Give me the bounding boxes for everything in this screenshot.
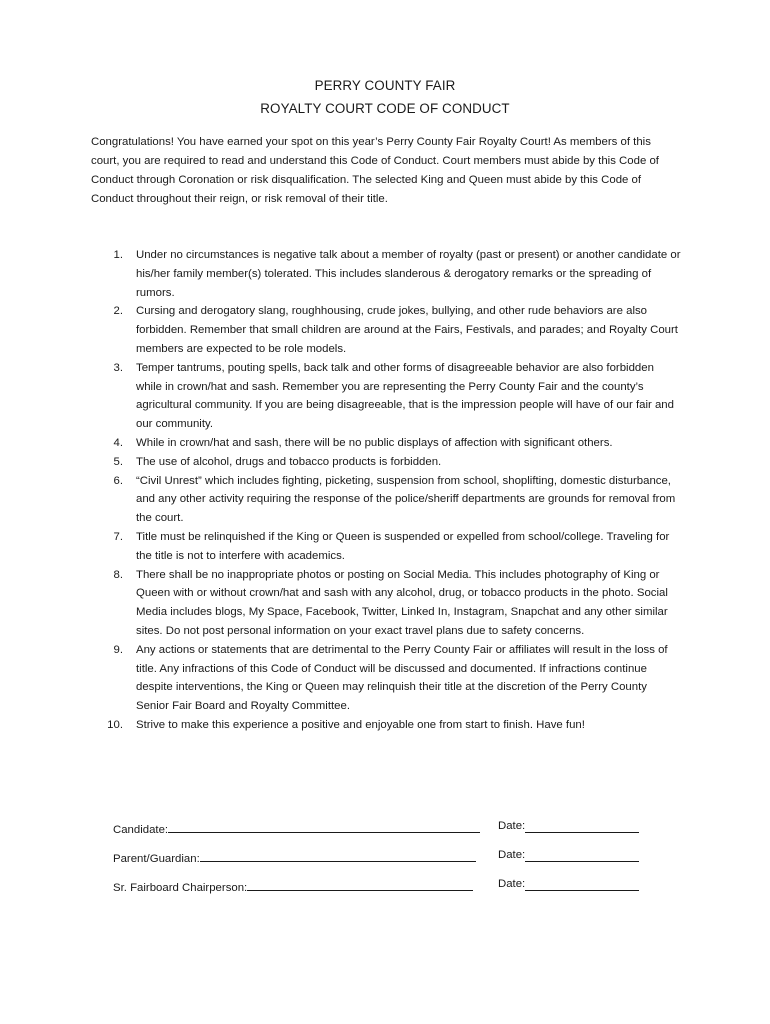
- rule-text: Temper tantrums, pouting spells, back talk and other forms of disagreeable behavior are also forbidden while in crown/hat and sash. Remember you are representing the Perry County Fair and the county’s agricultural community. If you are being disagreeable, that is the impression people will have of our fair and our community.: [136, 361, 674, 431]
- candidate-signature-line[interactable]: [168, 820, 480, 833]
- rule-number: 1.: [113, 249, 123, 261]
- date-label: Date:: [498, 820, 526, 832]
- candidate-date-line[interactable]: [525, 820, 639, 833]
- rule-text: “Civil Unrest” which includes fighting, picketing, suspension from school, shoplifting, domestic disturbance, and any other activity requiring the response of the police/sheriff departments are grounds for removal from the court.: [136, 474, 676, 525]
- document-title: PERRY COUNTY FAIR: [314, 78, 456, 93]
- rules-list: [91, 246, 681, 735]
- parent-signature-line[interactable]: [200, 849, 476, 862]
- rule-text: There shall be no inappropriate photos or posting on Social Media. This includes photography of King or Queen with or without crown/hat and sash with any alcohol, drug, or tobacco products in the photo. Social Media includes blogs, My Space, Facebook, Twitter, Linked In, Instagram, Snapchat and any other similar sites. Do not post personal information on your exact travel plans due to safety concerns.: [136, 568, 668, 637]
- rule-number: 10.: [107, 718, 123, 731]
- candidate-signature-row: [113, 820, 673, 836]
- intro-paragraph: Congratulations! You have earned your spot on this year’s Perry County Fair Royalty Court! As members of this court, you are required to read and understand this Code of Conduct. Court members must abide by this Code of Conduct through Coronation or risk disqualification. The selected King and Queen must abide by this Code of Conduct throughout their reign, or risk removal of their title.: [91, 136, 659, 205]
- rule-item: [91, 246, 681, 302]
- rule-text: Title must be relinquished if the King or Queen is suspended or expelled from school/college. Traveling for the title is not to interfere with academics.: [136, 530, 670, 562]
- candidate-label: Candidate:: [113, 824, 169, 836]
- parent-date-line[interactable]: [525, 849, 639, 862]
- parent-label: Parent/Guardian:: [113, 853, 200, 865]
- rule-number: 4.: [113, 436, 123, 449]
- chair-label: Sr. Fairboard Chairperson:: [113, 882, 248, 894]
- rule-text: Cursing and derogatory slang, roughhousing, crude jokes, bullying, and other rude behaviors are also forbidden. Remember that small children are around at the Fairs, Festivals, and parades; and Royalty Court members are expected to be role models.: [136, 305, 678, 355]
- rule-text: The use of alcohol, drugs and tobacco products is forbidden.: [136, 455, 442, 468]
- rule-item: [91, 716, 681, 735]
- date-label: Date:: [498, 878, 526, 890]
- rule-item: [91, 566, 681, 641]
- rule-item: [91, 359, 681, 434]
- rule-text: Any actions or statements that are detrimental to the Perry County Fair or affiliates will result in the loss of title. Any infractions of this Code of Conduct will be discussed and documented. If infractions continue despite interventions, the King or Queen may relinquish their title at the discretion of the Perry County Senior Fair Board and Royalty Committee.: [136, 643, 668, 713]
- rule-number: 9.: [113, 643, 123, 656]
- rule-item: [91, 453, 681, 472]
- rule-text: While in crown/hat and sash, there will be no public displays of affection with significant others.: [136, 436, 613, 449]
- parent-signature-row: [113, 849, 673, 865]
- chair-signature-line[interactable]: [247, 878, 473, 891]
- rule-number: 8.: [113, 568, 123, 581]
- rule-number: 3.: [113, 361, 123, 374]
- document-subtitle: ROYALTY COURT CODE OF CONDUCT: [260, 101, 510, 116]
- rule-item: [91, 472, 681, 528]
- rule-number: 5.: [113, 455, 123, 468]
- rule-number: 6.: [113, 474, 123, 487]
- rule-item: [91, 302, 681, 358]
- rule-item: [91, 528, 681, 566]
- chair-signature-row: [113, 878, 673, 894]
- rule-number: 2.: [113, 305, 123, 318]
- date-label: Date:: [498, 849, 526, 861]
- chair-date-line[interactable]: [525, 878, 639, 891]
- rule-item: [91, 641, 681, 716]
- rule-item: [91, 434, 681, 453]
- rule-number: 7.: [113, 530, 123, 543]
- rule-text: Strive to make this experience a positive and enjoyable one from start to finish. Have fun!: [136, 718, 585, 731]
- rule-text: Under no circumstances is negative talk about a member of royalty (past or present) or another candidate or his/her family member(s) tolerated. This includes slanderous & derogatory remarks or the spreading of rumors.: [136, 249, 681, 299]
